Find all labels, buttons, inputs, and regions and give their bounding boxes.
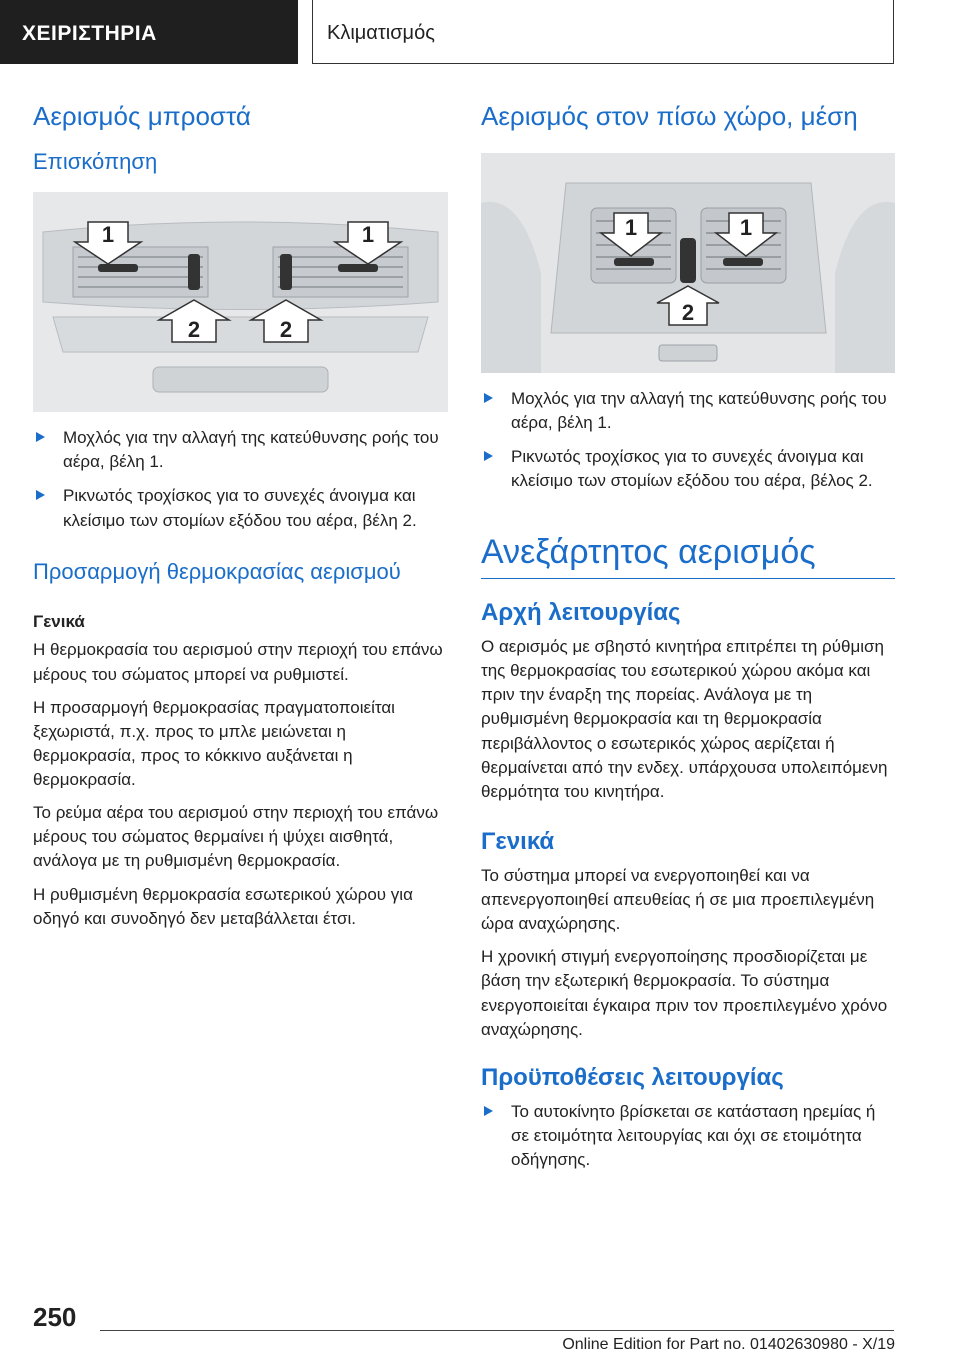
arrow-label-2a: 2 [187,317,201,343]
footer-divider [100,1330,894,1331]
section-title: Κλιματισμός [312,0,894,64]
bullet-triangle-icon [484,393,493,403]
arrow-label-1a: 1 [101,222,115,248]
bullet-triangle-icon [484,1106,493,1116]
chapter-tab: ΧΕΙΡΙΣΤΗΡΙΑ [0,0,298,64]
general-subheading: Γενικά [33,612,85,632]
page-header [0,0,960,66]
rear-vents-figure [481,153,895,373]
front-ventilation-title: Αερισμός μπροστά [33,101,251,131]
arrow-label-1a: 1 [624,214,638,240]
left-column [33,100,448,940]
edition-note: Online Edition for Part no. 01402630980 - X/19 [562,1336,895,1353]
list-item: Ρικνωτός τροχίσκος για το συνεχές άνοιγμα και κλείσιμο των στομίων εξόδου του αέρα, βέλος 2. [481,445,895,493]
front-vents-illustration [33,192,448,412]
independent-ventilation-title: Ανεξάρτητος αερισμός [481,533,895,579]
list-item: Μοχλός για την αλλαγή της κατεύθυνσης ροής του αέρα, βέλη 1. [33,426,448,474]
rear-vents-list [481,387,895,494]
list-item: Μοχλός για την αλλαγή της κατεύθυνσης ροής του αέρα, βέλη 1. [481,387,895,435]
bullet-triangle-icon [484,451,493,461]
paragraph: Το σύστημα μπορεί να ενεργοποιηθεί και να απενεργοποιηθεί απευθείας ή σε μια προεπιλεγμένη ώρα αναχώρησης. [481,865,875,934]
arrow-label-1b: 1 [361,222,375,248]
principle-heading: Αρχή λειτουργίας [481,599,681,626]
bullet-triangle-icon [36,432,45,442]
paragraph: Η προσαρμογή θερμοκρασίας πραγματοποιείται ξεχωριστά, π.χ. προς το μπλε μειώνεται η θερμοκρασία, προς το κόκκινο αυξάνεται η θερμοκρασία. [33,697,395,789]
page-number: 250 [33,1302,77,1332]
rear-ventilation-title: Αερισμός στον πίσω χώρο, μέση [481,101,858,131]
front-vents-list [33,426,448,533]
prerequisites-heading: Προϋποθέσεις λειτουργίας [481,1063,784,1091]
overview-heading: Επισκόπηση [33,148,158,174]
rear-vents-illustration [481,153,895,373]
paragraph: Η χρονική στιγμή ενεργοποίησης προσδιορίζεται με βάση την εξωτερική θερμοκρασία. Το σύστημα ενεργοποιείται έγκαιρα πριν τον προεπιλεγμένο χρόνο αναχώρησης. [481,947,888,1039]
paragraph: Η ρυθμισμένη θερμοκρασία εσωτερικού χώρου για οδηγό και συνοδηγό δεν μεταβάλλεται έτσι. [33,884,413,928]
right-column [481,100,895,1190]
general-heading: Γενικά [481,827,555,855]
arrow-label-2b: 2 [279,317,293,343]
temperature-adjust-heading: Προσαρμογή θερμοκρασίας αερισμού [33,558,401,584]
paragraph: Η θερμοκρασία του αερισμού στην περιοχή του επάνω μέρους του σώματος μπορεί να ρυθμιστεί. [33,640,443,684]
list-item: Ρικνωτός τροχίσκος για το συνεχές άνοιγμα και κλείσιμο των στομίων εξόδου του αέρα, βέλη 2. [33,484,448,532]
bullet-triangle-icon [36,490,45,500]
prerequisites-list [481,1100,895,1172]
principle-paragraph: Ο αερισμός με σβηστό κινητήρα επιτρέπει τη ρύθμιση της θερμοκρασίας του εσωτερικού χώρου ακόμα και πριν την έναρξη της πορείας. Ανάλογα με τη ρυθμισμένη θερμοκρασία και τη θερμοκρασία περιβάλλοντος ο εσωτερικός χώρος αερίζεται ή θερμαίνεται από την ενδεχ. υπάρχουσα υπολειπόμενη θερμότητα του κινητήρα. [481,637,888,801]
paragraph: Το ρεύμα αέρα του αερισμού στην περιοχή του επάνω μέρους του σώματος θερμαίνει ή ψύχει αισθητά, ανάλογα με τη ρυθμισμένη θερμοκρασία. [33,803,439,871]
arrow-label-1b: 1 [739,214,753,240]
list-item: Το αυτοκίνητο βρίσκεται σε κατάσταση ηρεμίας ή σε ετοιμότητα λειτουργίας και όχι σε ετοιμότητα οδήγησης. [481,1100,895,1172]
arrow-label-2: 2 [681,299,695,325]
front-vents-figure [33,192,448,412]
